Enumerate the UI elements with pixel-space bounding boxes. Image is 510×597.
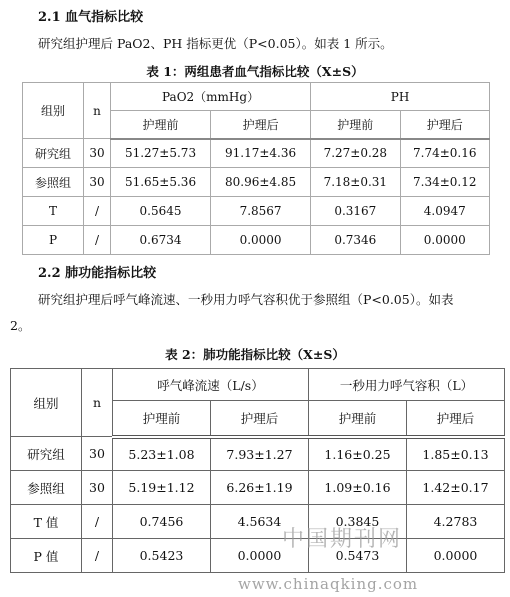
row-n: 30 bbox=[84, 139, 111, 168]
row-value: 0.7456 bbox=[113, 505, 211, 539]
table-2-header-fev1: 一秒用力呼气容积（L） bbox=[308, 369, 504, 401]
table-row bbox=[11, 471, 505, 505]
table-row bbox=[11, 505, 505, 539]
table-1-header-group: 组别 bbox=[23, 83, 84, 139]
table-2-sub-pef-after: 护理后 bbox=[210, 401, 308, 437]
row-value: 6.26±1.19 bbox=[210, 471, 308, 505]
row-value: 4.2783 bbox=[406, 505, 504, 539]
section-2-text-line2: 2。 bbox=[10, 318, 31, 333]
row-value: 91.17±4.36 bbox=[211, 139, 311, 168]
row-n: / bbox=[84, 197, 111, 226]
row-value: 0.0000 bbox=[210, 539, 308, 573]
table-row bbox=[23, 168, 490, 197]
row-value: 7.8567 bbox=[211, 197, 311, 226]
row-group: 研究组 bbox=[11, 437, 82, 471]
row-value: 0.0000 bbox=[400, 226, 489, 255]
table-1-header-n: n bbox=[84, 83, 111, 139]
row-group: 参照组 bbox=[11, 471, 82, 505]
watermark-logo-text: 中国期刊网 bbox=[282, 527, 403, 552]
section-2-text-line1: 研究组护理后呼气峰流速、一秒用力呼气容积优于参照组（P<0.05）。如表 bbox=[38, 292, 454, 307]
row-value: 7.93±1.27 bbox=[210, 437, 308, 471]
table-2-sub-fev1-after: 护理后 bbox=[406, 401, 504, 437]
table-2-sub-fev1-before: 护理前 bbox=[308, 401, 406, 437]
row-value: 4.0947 bbox=[400, 197, 489, 226]
table-2-header-group: 组别 bbox=[11, 369, 82, 437]
watermark-url: www.chinaqking.com bbox=[238, 575, 419, 593]
row-value: 51.65±5.36 bbox=[111, 168, 211, 197]
row-value: 4.5634 bbox=[210, 505, 308, 539]
table-row bbox=[23, 139, 490, 168]
table-2-header-n: n bbox=[82, 369, 113, 437]
row-value: 0.7346 bbox=[311, 226, 400, 255]
table-row bbox=[11, 539, 505, 573]
row-group: P 值 bbox=[11, 539, 82, 573]
row-value: 7.18±0.31 bbox=[311, 168, 400, 197]
section-1-text: 研究组护理后 PaO2、PH 指标更优（P<0.05）。如表 1 所示。 bbox=[38, 36, 393, 51]
row-n: 30 bbox=[82, 437, 113, 471]
table-1-sub-pao2-after: 护理后 bbox=[211, 111, 311, 139]
row-group: T bbox=[23, 197, 84, 226]
row-value: 7.74±0.16 bbox=[400, 139, 489, 168]
row-n: / bbox=[84, 226, 111, 255]
row-value: 0.5423 bbox=[113, 539, 211, 573]
table-row bbox=[23, 197, 490, 226]
row-value: 1.09±0.16 bbox=[308, 471, 406, 505]
row-value: 0.6734 bbox=[111, 226, 211, 255]
row-n: 30 bbox=[82, 471, 113, 505]
row-value: 0.0000 bbox=[211, 226, 311, 255]
row-value: 0.3845 bbox=[308, 505, 406, 539]
table-2 bbox=[10, 368, 505, 573]
table-1 bbox=[22, 82, 490, 255]
row-value: 51.27±5.73 bbox=[111, 139, 211, 168]
row-value: 1.42±0.17 bbox=[406, 471, 504, 505]
row-group: 研究组 bbox=[23, 139, 84, 168]
row-n: 30 bbox=[84, 168, 111, 197]
row-group: 参照组 bbox=[23, 168, 84, 197]
table-1-sub-ph-before: 护理前 bbox=[311, 111, 400, 139]
table-2-caption: 表 2：肺功能指标比较（X±S） bbox=[165, 347, 345, 362]
table-1-sub-pao2-before: 护理前 bbox=[111, 111, 211, 139]
table-row bbox=[11, 437, 505, 471]
row-value: 0.5645 bbox=[111, 197, 211, 226]
table-row bbox=[23, 226, 490, 255]
row-value: 5.23±1.08 bbox=[113, 437, 211, 471]
row-value: 1.85±0.13 bbox=[406, 437, 504, 471]
table-1-header-ph: PH bbox=[311, 83, 490, 111]
row-value: 5.19±1.12 bbox=[113, 471, 211, 505]
row-value: 7.27±0.28 bbox=[311, 139, 400, 168]
row-value: 0.0000 bbox=[406, 539, 504, 573]
row-value: 7.34±0.12 bbox=[400, 168, 489, 197]
row-value: 0.5473 bbox=[308, 539, 406, 573]
table-1-caption: 表 1：两组患者血气指标比较（X±S） bbox=[146, 64, 364, 79]
row-group: T 值 bbox=[11, 505, 82, 539]
row-value: 80.96±4.85 bbox=[211, 168, 311, 197]
row-n: / bbox=[82, 505, 113, 539]
section-1-heading: 2.1 血气指标比较 bbox=[38, 10, 144, 25]
row-value: 0.3167 bbox=[311, 197, 400, 226]
table-2-header-pef: 呼气峰流速（L/s） bbox=[113, 369, 309, 401]
table-1-header-pao2: PaO2（mmHg） bbox=[111, 83, 311, 111]
row-value: 1.16±0.25 bbox=[308, 437, 406, 471]
section-2-heading: 2.2 肺功能指标比较 bbox=[38, 266, 157, 281]
table-1-sub-ph-after: 护理后 bbox=[400, 111, 489, 139]
row-group: P bbox=[23, 226, 84, 255]
row-n: / bbox=[82, 539, 113, 573]
table-2-sub-pef-before: 护理前 bbox=[113, 401, 211, 437]
